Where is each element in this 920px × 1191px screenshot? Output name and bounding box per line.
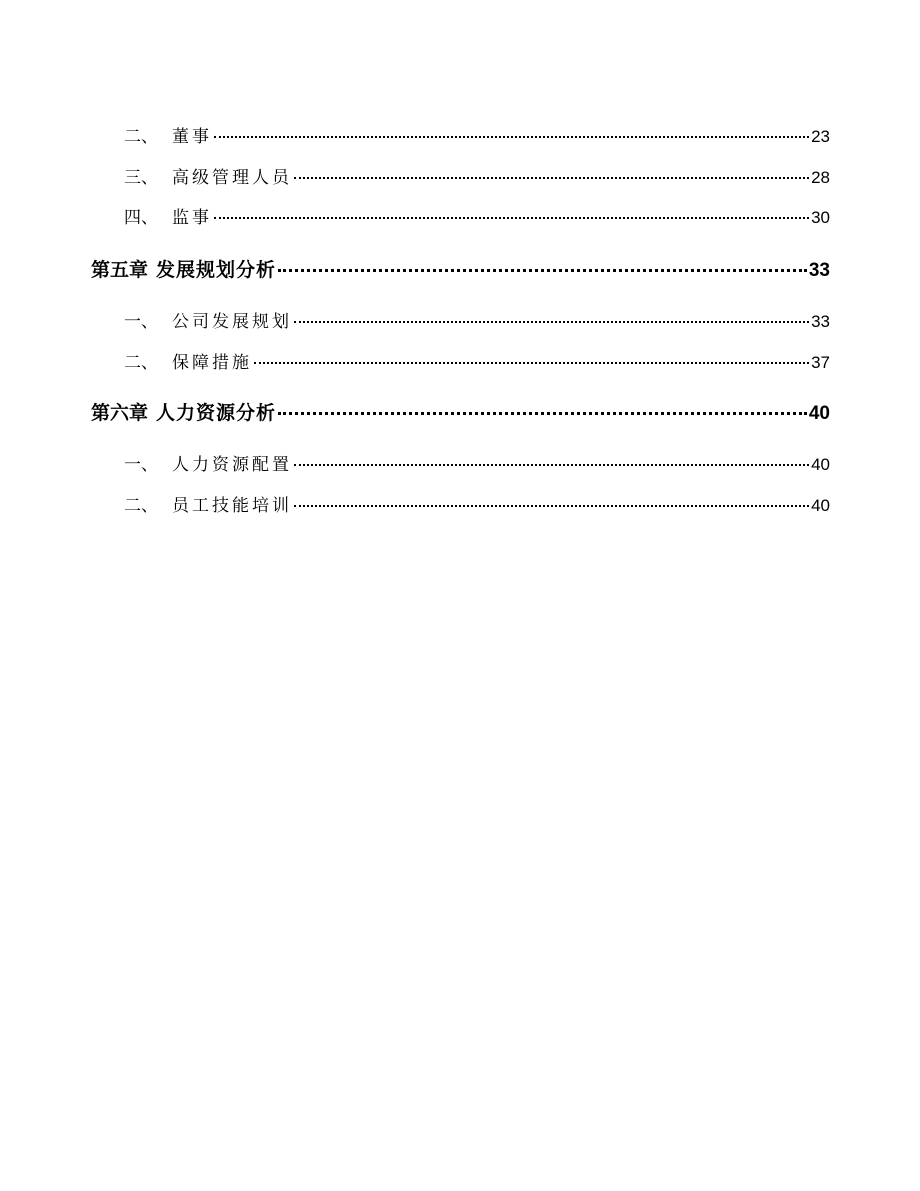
toc-entry-title: 公司发展规划 [172,312,292,332]
toc-entry-number: 四、 [124,208,158,228]
toc-entry-skills-training[interactable] [124,491,830,515]
toc-entry-page: 40 [811,455,830,474]
toc-entry-title: 人力资源配置 [172,455,292,475]
dot-leader [278,412,807,415]
toc-entry-number: 二、 [124,127,158,147]
toc-entry-hr-allocation[interactable] [124,450,830,474]
dot-leader [294,464,809,466]
dot-leader [254,362,809,364]
toc-entry-title: 员工技能培训 [172,496,292,516]
dot-leader [278,269,807,272]
toc-chapter-5[interactable] [91,255,830,281]
dot-leader [294,177,809,179]
toc-entry-safeguards[interactable] [124,348,830,372]
toc-entry-title: 高级管理人员 [172,168,292,188]
toc-entry-page: 33 [811,312,830,331]
toc-chapter-6[interactable] [91,398,830,424]
toc-entry-number: 二、 [124,496,158,516]
toc-entry-page: 40 [811,496,830,515]
toc-entry-number: 三、 [124,168,158,188]
toc-entry-page: 28 [811,168,830,187]
toc-entry-supervisors[interactable] [124,203,830,227]
toc-entry-directors[interactable] [124,122,830,146]
toc-chapter-title: 发展规划分析 [156,259,277,281]
toc-chapter-number: 第六章 [91,402,149,424]
toc-entry-number: 一、 [124,455,158,475]
toc-entry-senior-management[interactable] [124,163,830,187]
toc-entry-number: 一、 [124,312,158,332]
toc-entry-title: 董事 [172,127,212,147]
toc-chapter-page: 40 [808,403,830,424]
toc-entry-page: 30 [811,208,830,227]
toc-chapter-title: 人力资源分析 [156,402,277,424]
dot-leader [294,505,809,507]
toc-chapter-number: 第五章 [91,259,149,281]
toc-entry-title: 保障措施 [172,353,252,373]
dot-leader [294,321,809,323]
toc-entry-development-plan[interactable] [124,307,830,331]
toc-entry-number: 二、 [124,353,158,373]
toc-entry-page: 23 [811,127,830,146]
dot-leader [214,136,809,138]
toc-entry-title: 监事 [172,208,212,228]
toc-chapter-page: 33 [808,260,830,281]
dot-leader [214,217,809,219]
toc-entry-page: 37 [811,353,830,372]
